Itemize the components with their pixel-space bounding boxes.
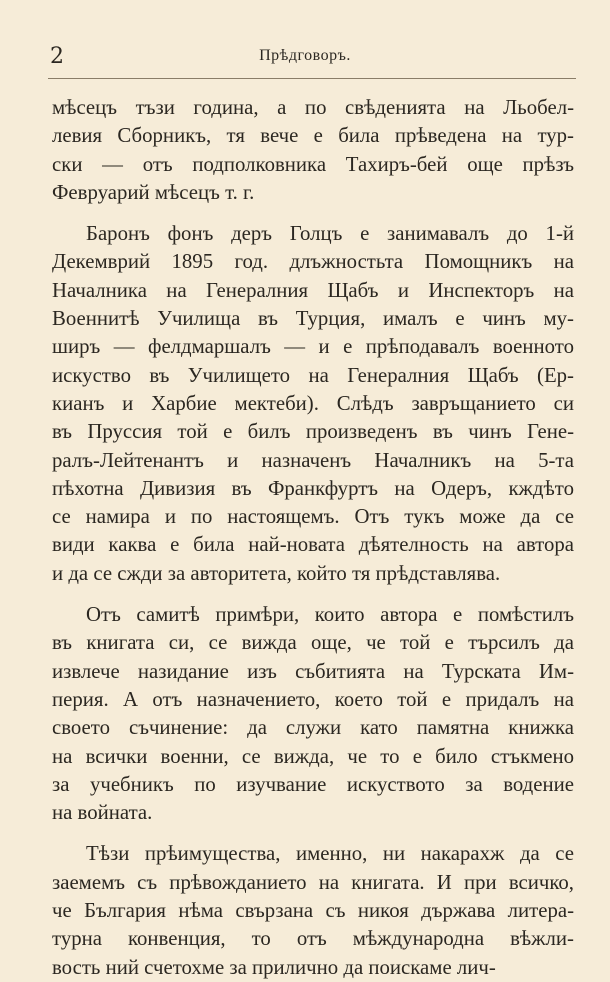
paragraph [52, 94, 574, 207]
text-line: Баронъ фонъ деръ Голцъ е занимавалъ до 1-й [86, 222, 574, 246]
paragraph [52, 220, 574, 588]
text-line: кианъ и Харбие мектеби). Слѣдъ завръщанието си [52, 391, 574, 415]
text-line: Началника на Генералния Щабъ и Инспекторъ на [52, 278, 574, 302]
text-line: искуство въ Училището на Генералния Щабъ (Ер- [52, 363, 574, 387]
text-line: се намира и по настоящемъ. Отъ тукъ може да се [52, 505, 574, 529]
text-line: Тѣзи прѣимущества, именно, ни накарахж да се [86, 842, 574, 866]
text-line: че България нѣма свързана съ никоя държава литера- [52, 899, 574, 923]
page-number: 2 [50, 44, 65, 69]
text-line: заемемъ съ прѣвожданието на книгата. И при всичко, [52, 870, 574, 894]
paragraph-gap [52, 827, 574, 840]
text-line: Декемврий 1895 год. длъжностьта Помощникъ на [52, 250, 574, 274]
text-line: за учебникъ по изучвание искуството за водение [52, 772, 574, 796]
paragraph-gap [52, 588, 574, 601]
paragraph-gap [52, 207, 574, 220]
paragraph [52, 601, 574, 827]
text-line: левия Сборникъ, тя вече е била прѣведена на тур- [52, 124, 574, 148]
text-line: въ Пруссия той е билъ произведенъ въ чинъ Гене- [52, 420, 574, 444]
text-line: види каква е била най-новата дѣятелность на автора [52, 533, 574, 557]
text-line: мѣсецъ тъзи година, а по свѣденията на Льобел- [52, 96, 574, 119]
text-line: вость ний счетохме за прилично да поискаме лич- [52, 955, 496, 979]
text-line: извлече назидание изъ събитията на Турската Им- [52, 659, 574, 683]
text-line: на войната. [52, 801, 153, 825]
text-line: своето съчинение: да служи като памятна книжка [52, 716, 574, 740]
header-rule [48, 78, 576, 79]
text-line: Военнитѣ Училища въ Турция, ималъ е чинъ му- [52, 307, 574, 331]
text-line: Февруарий мѣсецъ т. г. [52, 180, 255, 204]
text-line: перия. А отъ назначението, което той е придалъ на [52, 687, 574, 711]
page-header [0, 0, 610, 80]
text-line: въ книгата си, се вижда още, че той е търсилъ да [52, 631, 574, 655]
text-line: Отъ самитѣ примѣри, които автора е помѣстилъ [86, 603, 574, 627]
text-line: ски — отъ подполковника Тахиръ-бей още прѣзъ [52, 152, 574, 176]
text-line: ралъ-Лейтенантъ и назначенъ Началникъ на 5-та [52, 448, 574, 472]
text-line: на всички военни, се вижда, че то е било стъкмено [52, 744, 574, 768]
body-text [52, 94, 574, 982]
text-line: пѣхотна Дивизия въ Франкфуртъ на Одеръ, кждѣто [52, 476, 574, 500]
text-line: ширъ — фелдмаршалъ — и е прѣподавалъ военното [52, 335, 574, 359]
paragraph [52, 840, 574, 981]
text-line: и да се сжди за авторитета, който тя прѣдставлява. [52, 561, 501, 585]
running-title: Прѣдговоръ. [259, 47, 351, 64]
text-line: турна конвенция, то отъ мѣждународна вѣжли- [52, 927, 574, 951]
